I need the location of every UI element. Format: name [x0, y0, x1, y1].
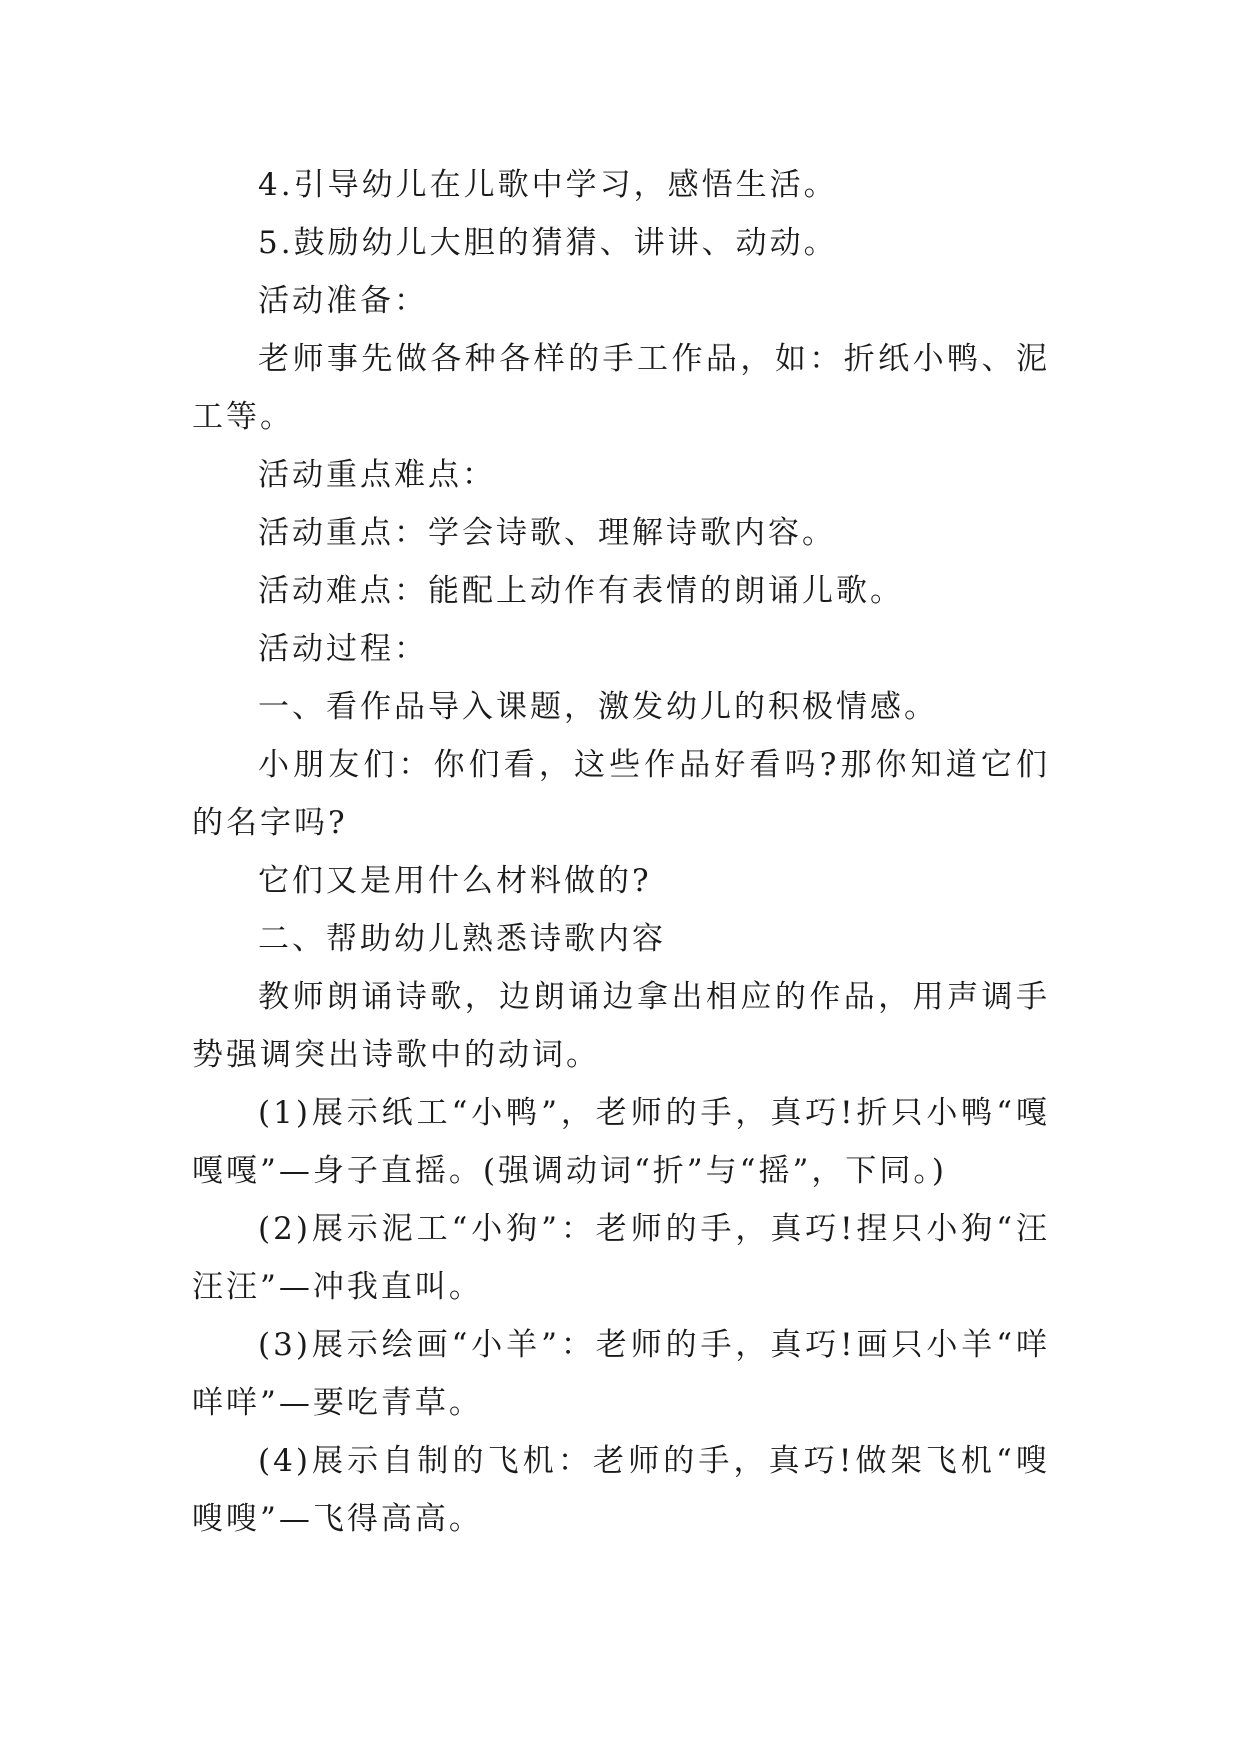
paragraph: 5.鼓励幼儿大胆的猜猜、讲讲、动动。 — [258, 225, 838, 261]
paragraph: 活动难点：能配上动作有表情的朗诵儿歌。 — [258, 573, 904, 609]
paragraph: (1)展示纸工“小鸭”，老师的手，真巧!折只小鸭“嘎嘎嘎”—身子直摇。(强调动词“折”与“摇”，下同。) — [192, 1095, 1050, 1189]
paragraph: (2)展示泥工“小狗”：老师的手，真巧!捏只小狗“汪汪汪”—冲我直叫。 — [192, 1211, 1050, 1305]
paragraph: 它们又是用什么材料做的? — [258, 863, 652, 899]
section-heading: 活动准备： — [258, 283, 428, 319]
paragraph: 二、帮助幼儿熟悉诗歌内容 — [258, 921, 666, 957]
paragraph: 活动重点：学会诗歌、理解诗歌内容。 — [258, 515, 836, 551]
paragraph: 小朋友们：你们看，这些作品好看吗?那你知道它们的名字吗? — [192, 747, 1050, 841]
paragraph: (4)展示自制的飞机：老师的手，真巧!做架飞机“嗖嗖嗖”—飞得高高。 — [192, 1443, 1050, 1537]
paragraph: 4.引导幼儿在儿歌中学习，感悟生活。 — [258, 167, 838, 203]
paragraph: (3)展示绘画“小羊”：老师的手，真巧!画只小羊“咩咩咩”—要吃青草。 — [192, 1327, 1050, 1421]
paragraph: 教师朗诵诗歌，边朗诵边拿出相应的作品，用声调手势强调突出诗歌中的动词。 — [192, 979, 1050, 1073]
section-heading: 活动重点难点： — [258, 457, 496, 493]
section-heading: 活动过程： — [258, 631, 428, 667]
paragraph: 一、看作品导入课题，激发幼儿的积极情感。 — [258, 689, 938, 725]
document-body — [192, 156, 1050, 1548]
paragraph: 老师事先做各种各样的手工作品，如：折纸小鸭、泥工等。 — [192, 341, 1050, 435]
